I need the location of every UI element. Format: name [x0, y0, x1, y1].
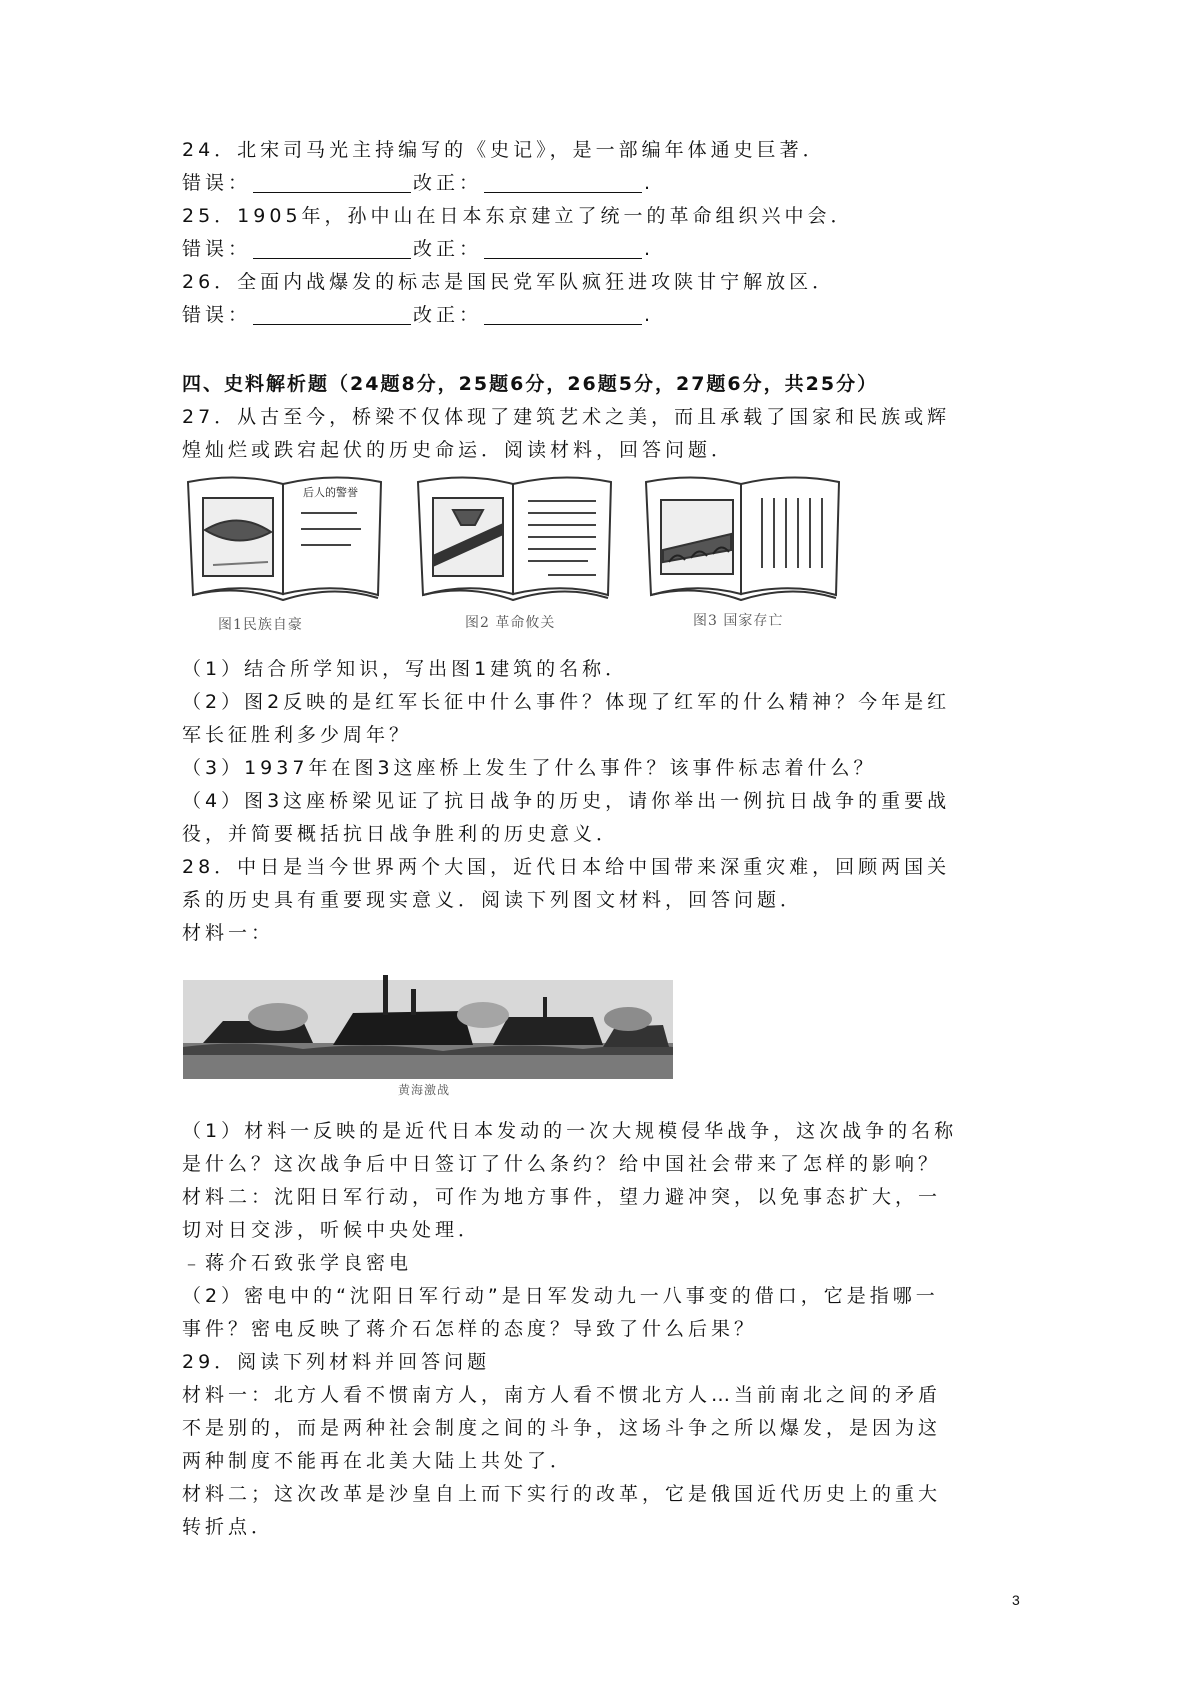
error-blank[interactable] — [253, 236, 411, 259]
q28-material2-line1: 材料二：沈阳日军行动，可作为地方事件，望力避冲突，以免事态扩大，一 — [182, 1186, 942, 1208]
q24-text: 24．北宋司马光主持编写的《史记》，是一部编年体通史巨著． — [182, 139, 826, 161]
error-label: 错误： — [182, 304, 252, 326]
q27-sub3: （3）1937年在图3这座桥上发生了什么事件？该事件标志着什么？ — [182, 757, 877, 779]
error-blank[interactable] — [253, 170, 411, 193]
fig3-caption: 图3 国家存亡 — [693, 613, 784, 629]
q26-text: 26．全面内战爆发的标志是国民党军队疯狂进攻陕甘宁解放区． — [182, 271, 836, 293]
q28-material1-label: 材料一： — [182, 922, 275, 944]
correction-label: 改正： — [413, 238, 483, 260]
q27-sub2-line2: 军长征胜利多少周年？ — [182, 724, 413, 746]
error-label: 错误： — [182, 238, 252, 260]
q25-text: 25．1905年，孙中山在日本东京建立了统一的革命组织兴中会． — [182, 205, 854, 227]
section-4-heading: 四、史料解析题（24题8分，25题6分，26题5分，27题6分，共25分） — [182, 373, 879, 395]
row-end: . — [644, 172, 655, 194]
q25-answer-row — [182, 232, 654, 266]
q28-sub1-line2: 是什么？这次战争后中日签订了什么条约？给中国社会带来了怎样的影响？ — [182, 1153, 942, 1175]
naval-battle-photo — [183, 955, 673, 1103]
row-end: . — [644, 304, 655, 326]
q24-answer-row — [182, 166, 654, 200]
q27-intro-line1: 27．从古至今，桥梁不仅体现了建筑艺术之美，而且承载了国家和民族或辉 — [182, 406, 951, 428]
q29-material1-line1: 材料一：北方人看不惯南方人，南方人看不惯北方人…当前南北之间的矛盾 — [182, 1384, 942, 1406]
q28-material2-line2: 切对日交涉，听候中央处理． — [182, 1219, 482, 1241]
q27-sub1: （1）结合所学知识，写出图1建筑的名称． — [182, 658, 629, 680]
correction-blank[interactable] — [484, 170, 642, 193]
q29-material1-line3: 两种制度不能再在北美大陆上共处了． — [182, 1450, 574, 1472]
q27-sub2-line1: （2）图2反映的是红军长征中什么事件？体现了红军的什么精神？今年是红 — [182, 691, 951, 713]
q26-answer-row — [182, 298, 654, 332]
q29-intro: 29．阅读下列材料并回答问题 — [182, 1351, 491, 1373]
correction-label: 改正： — [413, 304, 483, 326]
q27-sub4-line1: （4）图3这座桥梁见证了抗日战争的历史，请你举出一例抗日战争的重要战 — [182, 790, 951, 812]
book-2 — [418, 477, 611, 600]
error-blank[interactable] — [253, 302, 411, 325]
correction-blank[interactable] — [484, 236, 642, 259]
q28-intro-line1: 28．中日是当今世界两个大国，近代日本给中国带来深重灾难，回顾两国关 — [182, 856, 951, 878]
correction-label: 改正： — [413, 172, 483, 194]
q28-sub2-line1: （2）密电中的“沈阳日军行动”是日军发动九一八事变的借口，它是指哪一 — [182, 1285, 939, 1307]
fig2-caption: 图2 革命攸关 — [465, 615, 556, 631]
q28-material2-source: ﹣蒋介石致张学良密电 — [182, 1252, 413, 1274]
row-end: . — [644, 238, 655, 260]
correction-blank[interactable] — [484, 302, 642, 325]
q28-sub1-line1: （1）材料一反映的是近代日本发动的一次大规模侵华战争，这次战争的名称 — [182, 1120, 958, 1142]
q27-sub4-line2: 役，并简要概括抗日战争胜利的历史意义． — [182, 823, 620, 845]
q28-sub2-line2: 事件？密电反映了蒋介石怎样的态度？导致了什么后果？ — [182, 1318, 758, 1340]
fig1-caption: 图1民族自豪 — [218, 617, 303, 633]
q28-intro-line2: 系的历史具有重要现实意义．阅读下列图文材料，回答问题． — [182, 889, 804, 911]
naval-photo-caption: 黄海激战 — [398, 1083, 451, 1097]
q27-intro-line2: 煌灿烂或跌宕起伏的历史命运．阅读材料，回答问题． — [182, 439, 735, 461]
q29-material2-line2: 转折点． — [182, 1516, 275, 1538]
q29-material1-line2: 不是别的，而是两种社会制度之间的斗争，这场斗争之所以爆发，是因为这 — [182, 1417, 942, 1439]
page-number: 3 — [1012, 1592, 1020, 1608]
q27-figures — [183, 470, 863, 638]
error-label: 错误： — [182, 172, 252, 194]
fig1-page-title: 后人的警誉 — [303, 486, 358, 499]
q29-material2-line1: 材料二；这次改革是沙皇自上而下实行的改革，它是俄国近代历史上的重大 — [182, 1483, 942, 1505]
